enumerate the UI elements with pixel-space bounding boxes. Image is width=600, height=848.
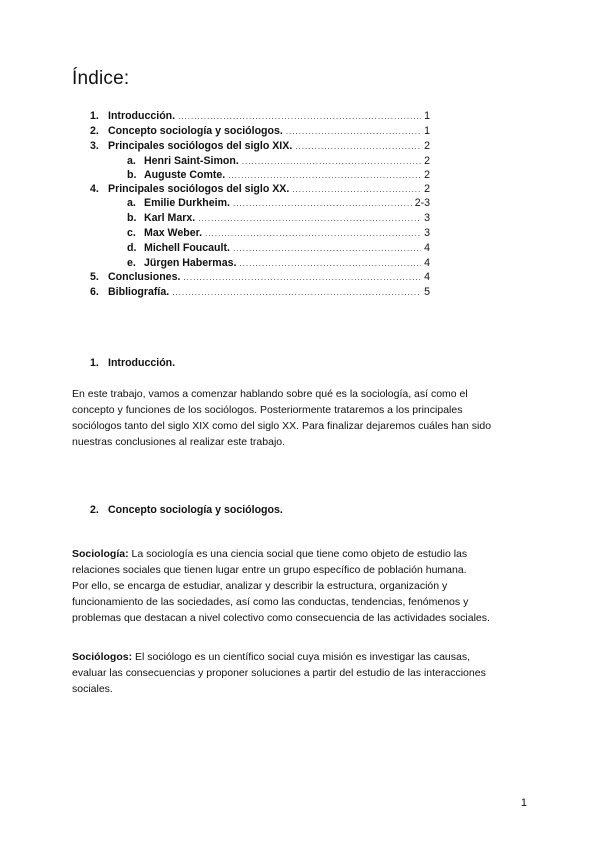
toc-entry-marx[interactable]	[127, 210, 430, 226]
sociologos-paragraph	[72, 649, 532, 697]
toc-label: Henri Saint-Simon.	[144, 155, 239, 167]
toc-number: b.	[127, 169, 137, 181]
toc-number: 3.	[90, 140, 99, 152]
toc-entry-conclusiones[interactable]	[90, 269, 430, 285]
toc-label: Auguste Comte.	[144, 169, 226, 181]
toc-number: 4.	[90, 183, 99, 195]
toc-number: 5.	[90, 271, 99, 283]
paragraph-line: problemas que destacan a nivel colectivo como consecuencia de las actividades sociales.	[72, 612, 490, 624]
page-number: 1	[520, 797, 527, 809]
paragraph-line: sociólogos tanto del siglo XIX como del siglo XX. Para finalizar dejaremos cuáles han sido	[72, 420, 492, 432]
toc-number: 6.	[90, 286, 99, 298]
paragraph-line: evaluar las consecuencias y proponer soluciones a partir del estudio de las interacciones	[72, 667, 486, 679]
toc-entry-introduccion[interactable]	[90, 108, 430, 124]
toc-label: Introducción.	[108, 110, 176, 122]
section-title: Introducción.	[108, 357, 176, 369]
section-heading-concepto	[90, 504, 283, 516]
sociologia-term: Sociología:	[72, 548, 129, 560]
paragraph-text: La sociología es una ciencia social que tiene como objeto de estudio las	[128, 548, 468, 560]
toc-page: 3	[424, 212, 430, 224]
intro-paragraph	[72, 386, 532, 450]
toc-entry-bibliografia[interactable]	[90, 284, 430, 300]
toc-leader	[172, 285, 421, 301]
paragraph-text: El sociólogo es un científico social cuya misión es investigar las causas,	[132, 651, 471, 663]
toc-number: a.	[127, 155, 136, 167]
toc-number: b.	[127, 212, 137, 224]
toc-page: 2	[424, 140, 430, 152]
toc-label: Concepto sociología y sociólogos.	[108, 125, 283, 137]
toc-page: 4	[424, 242, 430, 254]
toc-page: 2	[424, 155, 430, 167]
toc-page: 1	[424, 125, 430, 137]
toc-page: 5	[424, 286, 430, 298]
toc-page: 4	[424, 257, 430, 269]
sociologia-paragraph	[72, 546, 532, 626]
toc-label: Principales sociólogos del siglo XIX.	[108, 140, 293, 152]
toc-entry-concepto[interactable]	[90, 123, 430, 139]
paragraph-line: En este trabajo, vamos a comenzar hablando sobre qué es la sociología, así como el	[72, 388, 468, 400]
paragraph-line	[72, 546, 532, 562]
paragraph-line: funcionamiento de las sociedades, así como las conductas, tendencias, fenómenos y	[72, 596, 469, 608]
paragraph-line	[72, 649, 532, 665]
toc-number: 2.	[90, 125, 99, 137]
toc-page: 2-3	[414, 197, 430, 209]
toc-page: 2	[424, 169, 430, 181]
toc-entry-foucault[interactable]	[127, 240, 430, 256]
toc-label: Karl Marx.	[144, 212, 196, 224]
paragraph-line: nuestras conclusiones al realizar este trabajo.	[72, 436, 286, 448]
toc-entry-siglo-xix[interactable]	[90, 138, 430, 154]
toc-entry-weber[interactable]	[127, 225, 430, 241]
toc-label: Jürgen Habermas.	[144, 257, 237, 269]
toc-number: a.	[127, 197, 136, 209]
paragraph-line: concepto y funciones de los sociólogos. Posteriormente trataremos a los principales	[72, 404, 463, 416]
toc-page: 2	[424, 183, 430, 195]
toc-page: 3	[424, 227, 430, 239]
toc-page: 4	[424, 271, 430, 283]
toc-number: e.	[127, 257, 136, 269]
toc-number: c.	[127, 227, 136, 239]
paragraph-line: Por ello, se encarga de estudiar, analizar y describir la estructura, organización y	[72, 580, 448, 592]
toc-label: Max Weber.	[144, 227, 203, 239]
toc-number: 1.	[90, 110, 99, 122]
section-heading-introduccion	[90, 357, 175, 369]
paragraph-line: sociales.	[72, 683, 113, 695]
toc-number: d.	[127, 242, 137, 254]
toc-label: Principales sociólogos del siglo XX.	[108, 183, 290, 195]
section-title: Concepto sociología y sociólogos.	[108, 504, 283, 516]
toc-label: Bibliografía.	[108, 286, 170, 298]
index-title: Índice:	[72, 68, 130, 89]
section-number: 2.	[90, 504, 99, 516]
toc-label: Michell Foucault.	[144, 242, 230, 254]
toc-label: Emilie Durkheim.	[144, 197, 230, 209]
paragraph-line: relaciones sociales que tienen lugar entre un grupo específico de población humana.	[72, 564, 467, 576]
toc-label: Conclusiones.	[108, 271, 181, 283]
toc-entry-durkheim[interactable]	[127, 195, 430, 211]
toc-page: 1	[424, 110, 430, 122]
section-number: 1.	[90, 357, 99, 369]
sociologos-term: Sociólogos:	[72, 651, 133, 663]
